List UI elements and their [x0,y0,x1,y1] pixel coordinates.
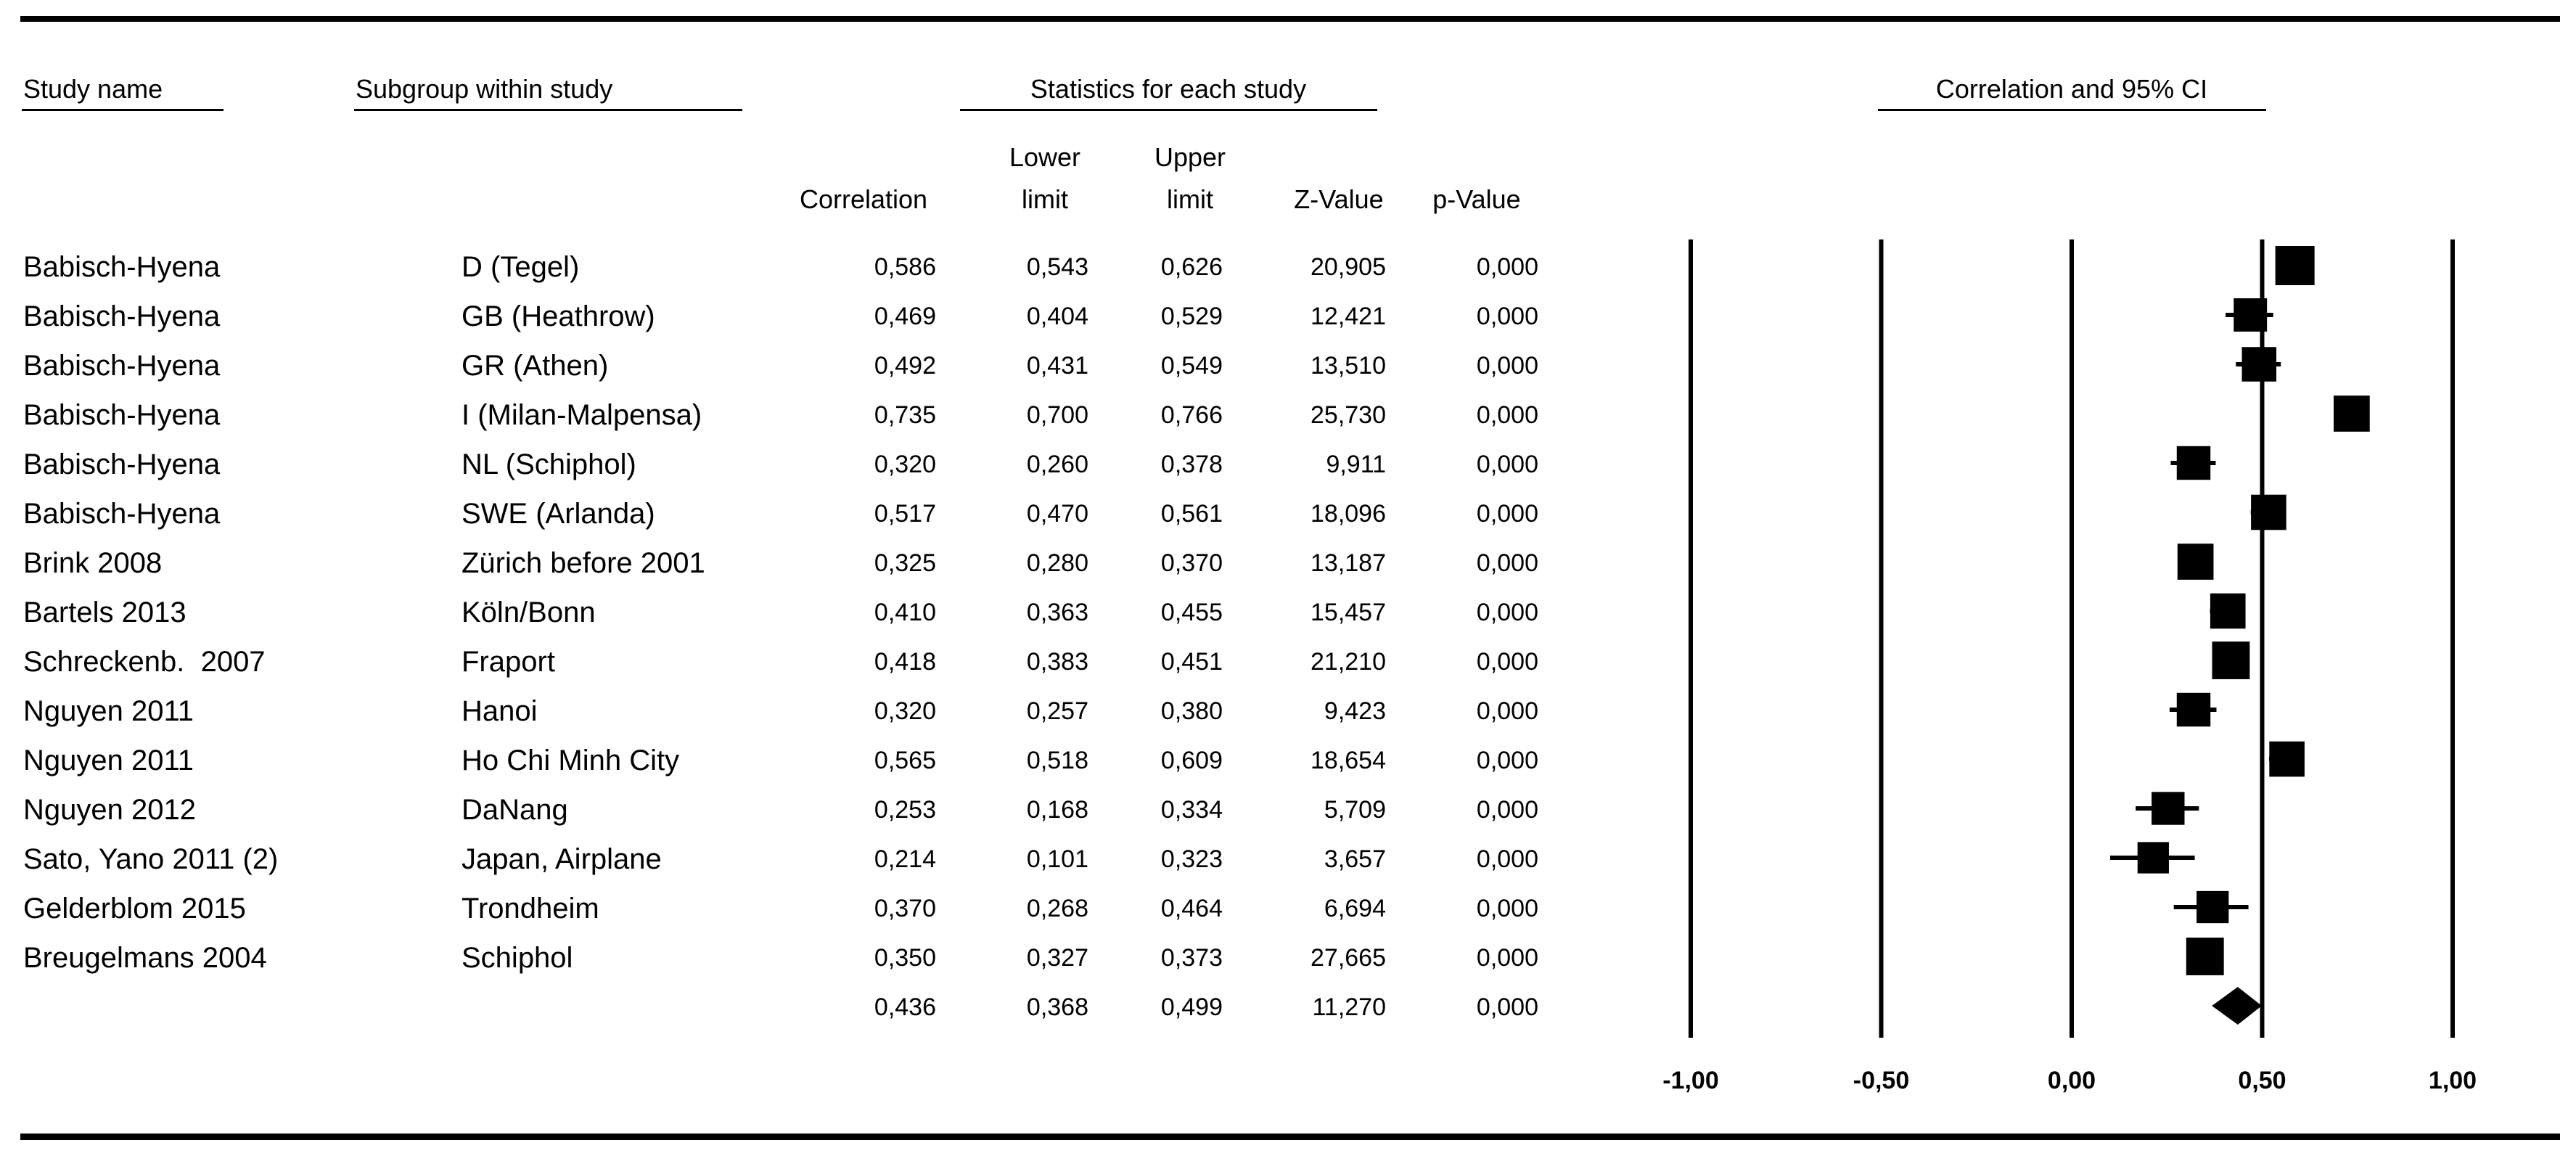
z-value: 6,694 [1324,895,1386,922]
p-value: 0,000 [1476,648,1538,676]
subgroup: SWE (Arlanda) [462,498,655,530]
p-value: 0,000 [1476,697,1538,725]
study-name: Brink 2008 [23,547,163,579]
z-value: 25,730 [1310,401,1386,429]
subgroup: GB (Heathrow) [462,300,655,332]
col-lower-line2: limit [1022,184,1068,214]
point-estimate-box [2152,792,2184,824]
point-estimate-box [2210,594,2246,629]
summary-lower-limit-value: 0,368 [1026,993,1088,1021]
x-tick-label: 1,00 [2428,1067,2477,1094]
p-value: 0,000 [1476,303,1538,330]
z-value: 18,096 [1310,500,1386,528]
study-name: Sato, Yano 2011 (2) [23,843,279,875]
lower-limit-value: 0,404 [1026,303,1088,330]
point-estimate-box [2234,298,2267,332]
summary-upper-limit-value: 0,499 [1160,993,1223,1021]
subgroup: GR (Athen) [462,350,609,382]
header-subgroup: Subgroup within study [356,74,613,104]
subgroup: Japan, Airplane [462,843,662,875]
point-estimate-box [2251,495,2286,530]
z-value: 18,654 [1310,747,1386,774]
col-upper-line2: limit [1167,184,1213,214]
col-correlation: Correlation [799,184,928,214]
lower-limit-value: 0,431 [1026,352,1088,380]
lower-limit-value: 0,101 [1026,845,1088,873]
subgroup: D (Tegel) [462,251,580,283]
upper-limit-value: 0,334 [1160,796,1223,824]
study-name: Nguyen 2011 [23,695,194,727]
p-value: 0,000 [1476,845,1538,873]
study-name: Schreckenb. 2007 [23,646,266,678]
subgroup: Fraport [462,646,555,678]
upper-limit-value: 0,626 [1160,253,1223,281]
subgroup: Hanoi [462,695,538,727]
study-name: Babisch-Hyena [23,399,221,431]
study-name: Babisch-Hyena [23,251,221,283]
upper-limit-value: 0,323 [1160,845,1223,873]
p-value: 0,000 [1476,352,1538,380]
p-value: 0,000 [1476,747,1538,774]
z-value: 9,911 [1326,451,1386,478]
subgroup: Schiphol [462,942,573,974]
z-value: 12,421 [1310,303,1386,330]
point-estimate-box [2269,742,2305,777]
z-value: 15,457 [1310,599,1386,626]
lower-limit-value: 0,168 [1026,796,1088,824]
summary-p-value: 0,000 [1476,993,1538,1021]
correlation-value: 0,517 [874,500,936,528]
point-estimate-box [2178,544,2214,580]
lower-limit-value: 0,280 [1026,549,1088,577]
lower-limit-value: 0,268 [1026,895,1088,922]
correlation-value: 0,370 [874,895,936,922]
p-value: 0,000 [1476,451,1538,478]
subgroup: DaNang [462,794,568,826]
correlation-value: 0,586 [874,253,936,281]
z-value: 5,709 [1324,796,1386,824]
study-name: Gelderblom 2015 [23,893,246,925]
x-tick-label: -0,50 [1853,1067,1910,1094]
correlation-value: 0,320 [874,697,936,725]
subgroup: I (Milan-Malpensa) [462,399,702,431]
subgroup: Zürich before 2001 [462,547,705,579]
p-value: 0,000 [1476,401,1538,429]
correlation-value: 0,492 [874,352,936,380]
p-value: 0,000 [1476,549,1538,577]
p-value: 0,000 [1476,253,1538,281]
upper-limit-value: 0,464 [1160,895,1223,922]
study-name: Nguyen 2012 [23,794,196,826]
header-study-name: Study name [23,74,163,104]
z-value: 3,657 [1324,845,1386,873]
subgroup: Köln/Bonn [462,597,596,628]
correlation-value: 0,320 [874,451,936,478]
summary-z-value: 11,270 [1312,993,1386,1021]
upper-limit-value: 0,378 [1160,451,1223,478]
study-name: Nguyen 2011 [23,745,194,776]
p-value: 0,000 [1476,944,1538,972]
col-upper-line1: Upper [1154,142,1226,172]
point-estimate-box [2186,938,2224,975]
upper-limit-value: 0,451 [1160,648,1223,676]
summary-diamond [2212,987,2262,1025]
p-value: 0,000 [1476,796,1538,824]
study-name: Babisch-Hyena [23,300,221,332]
z-value: 27,665 [1310,944,1386,972]
correlation-value: 0,253 [874,796,936,824]
lower-limit-value: 0,260 [1026,451,1088,478]
point-estimate-box [2212,641,2250,679]
col-lower-line1: Lower [1009,142,1081,172]
upper-limit-value: 0,529 [1160,303,1223,330]
p-value: 0,000 [1476,895,1538,922]
p-value: 0,000 [1476,599,1538,626]
upper-limit-value: 0,455 [1160,599,1223,626]
study-name: Bartels 2013 [23,597,186,628]
lower-limit-value: 0,470 [1026,500,1088,528]
z-value: 13,187 [1310,549,1386,577]
upper-limit-value: 0,380 [1160,697,1223,725]
correlation-value: 0,410 [874,599,936,626]
col-p-value: p-Value [1432,184,1521,214]
upper-limit-value: 0,549 [1160,352,1223,380]
point-estimate-box [2334,395,2370,432]
col-z-value: Z-Value [1294,184,1384,214]
upper-limit-value: 0,609 [1160,747,1223,774]
lower-limit-value: 0,363 [1026,599,1088,626]
study-name: Babisch-Hyena [23,498,221,530]
p-value: 0,000 [1476,500,1538,528]
correlation-value: 0,565 [874,747,936,774]
header-correlation-ci: Correlation and 95% CI [1935,74,2208,104]
upper-limit-value: 0,766 [1160,401,1223,429]
point-estimate-box [2177,693,2210,726]
correlation-value: 0,214 [874,845,936,873]
correlation-value: 0,735 [874,401,936,429]
lower-limit-value: 0,700 [1026,401,1088,429]
point-estimate-box [2177,446,2210,480]
upper-limit-value: 0,373 [1160,944,1223,972]
lower-limit-value: 0,257 [1026,697,1088,725]
subgroup: Trondheim [462,893,599,925]
subgroup: Ho Chi Minh City [462,745,680,776]
header-statistics: Statistics for each study [1030,74,1307,104]
upper-limit-value: 0,370 [1160,549,1223,577]
correlation-value: 0,325 [874,549,936,577]
x-tick-label: 0,00 [2047,1067,2096,1094]
lower-limit-value: 0,543 [1026,253,1088,281]
point-estimate-box [2196,891,2228,923]
study-name: Babisch-Hyena [23,350,221,382]
upper-limit-value: 0,561 [1160,500,1223,528]
x-tick-label: -1,00 [1662,1067,1719,1094]
z-value: 21,210 [1310,648,1386,676]
lower-limit-value: 0,383 [1026,648,1088,676]
x-tick-label: 0,50 [2238,1067,2286,1094]
summary-correlation-value: 0,436 [874,993,936,1021]
z-value: 9,423 [1324,697,1386,725]
study-name: Babisch-Hyena [23,448,221,480]
lower-limit-value: 0,327 [1026,944,1088,972]
subgroup: NL (Schiphol) [462,448,636,480]
z-value: 20,905 [1310,253,1386,281]
z-value: 13,510 [1310,352,1386,380]
study-name: Breugelmans 2004 [23,942,267,974]
point-estimate-box [2276,246,2315,285]
point-estimate-box [2242,347,2277,382]
lower-limit-value: 0,518 [1026,747,1088,774]
correlation-value: 0,350 [874,944,936,972]
point-estimate-box [2138,842,2169,873]
correlation-value: 0,418 [874,648,936,676]
correlation-value: 0,469 [874,303,936,330]
